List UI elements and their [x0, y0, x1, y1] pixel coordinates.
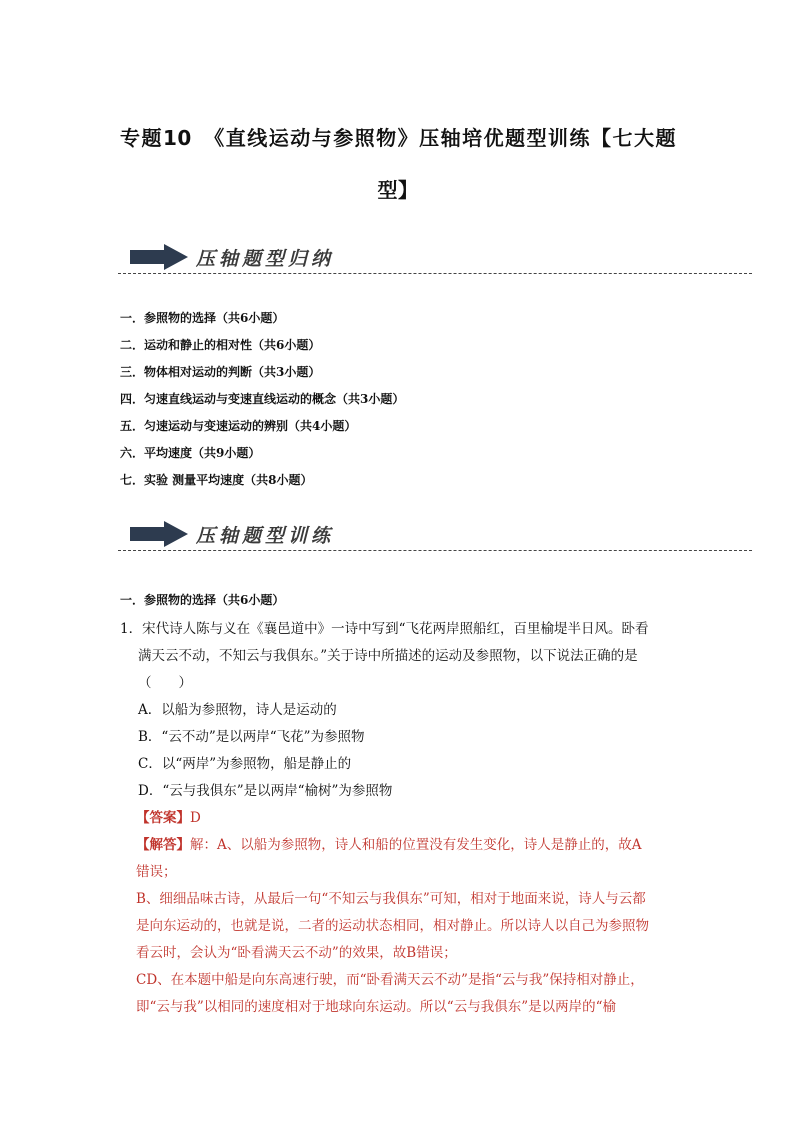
- analysis-line: [120, 832, 680, 859]
- banner-label: 压轴题型归纳: [196, 248, 335, 270]
- toc-item[interactable]: 一．参照物的选择（共6小题）: [120, 311, 285, 325]
- dashed-divider: [118, 273, 752, 274]
- answer-value: D: [190, 810, 201, 826]
- analysis-line: 看云时，会认为“卧看满天云不动”的效果，故B错误；: [136, 945, 457, 961]
- dashed-divider: [118, 550, 752, 551]
- answer-line: [120, 805, 680, 832]
- question-stem-line: （ ）: [138, 675, 192, 691]
- analysis-label: 【解答】: [136, 837, 190, 853]
- section-banner-summary: [118, 242, 752, 282]
- analysis-line: B、细细品味古诗，从最后一句“不知云与我俱东”可知，相对于地面来说，诗人与云都: [136, 891, 646, 907]
- question-stem-line: 1．宋代诗人陈与义在《襄邑道中》一诗中写到“飞花两岸照船红，百里榆堤半日风。卧看: [120, 621, 649, 637]
- toc-item[interactable]: 二．运动和静止的相对性（共6小题）: [120, 338, 321, 352]
- analysis-line: 即“云与我”以相同的速度相对于地球向东运动。所以“云与我俱东”是以两岸的“榆: [136, 999, 617, 1015]
- arrow-right-icon: [130, 244, 188, 270]
- analysis-text: 解：A、以船为参照物，诗人和船的位置没有发生变化，诗人是静止的，故A: [190, 837, 642, 853]
- question-1: [120, 616, 680, 1021]
- page-title: 专题10 《直线运动与参照物》压轴培优题型训练【七大题型】: [120, 126, 676, 202]
- option-c[interactable]: C．以“两岸”为参照物，船是静止的: [138, 756, 352, 772]
- arrow-right-icon: [130, 521, 188, 547]
- banner-label: 压轴题型训练: [196, 525, 335, 547]
- toc-item[interactable]: 五．匀速运动与变速运动的辨别（共4小题）: [120, 419, 357, 433]
- option-b[interactable]: B．“云不动”是以两岸“飞花”为参照物: [138, 729, 365, 745]
- toc-item[interactable]: 六．平均速度（共9小题）: [120, 446, 261, 460]
- toc-item[interactable]: 三．物体相对运动的判断（共3小题）: [120, 365, 321, 379]
- question-stem-line: 满天云不动，不知云与我俱东。”关于诗中所描述的运动及参照物，以下说法正确的是: [138, 648, 638, 664]
- analysis-line: CD、在本题中船是向东高速行驶，而“卧看满天云不动”是指“云与我”保持相对静止，: [136, 972, 644, 988]
- toc-item[interactable]: 四．匀速直线运动与变速直线运动的概念（共3小题）: [120, 392, 405, 406]
- analysis-line: 是向东运动的，也就是说，二者的运动状态相同，相对静止。所以诗人以自己为参照物: [136, 918, 649, 934]
- option-a[interactable]: A．以船为参照物，诗人是运动的: [138, 702, 337, 718]
- answer-label: 【答案】: [136, 810, 190, 826]
- section-heading: 一．参照物的选择（共6小题）: [120, 593, 285, 607]
- analysis-line: 错误；: [136, 864, 177, 880]
- toc-item[interactable]: 七．实验 测量平均速度（共8小题）: [120, 473, 313, 487]
- option-d[interactable]: D．“云与我俱东”是以两岸“榆树”为参照物: [138, 783, 393, 799]
- toc-list: [120, 308, 404, 497]
- section-banner-training: [118, 519, 752, 559]
